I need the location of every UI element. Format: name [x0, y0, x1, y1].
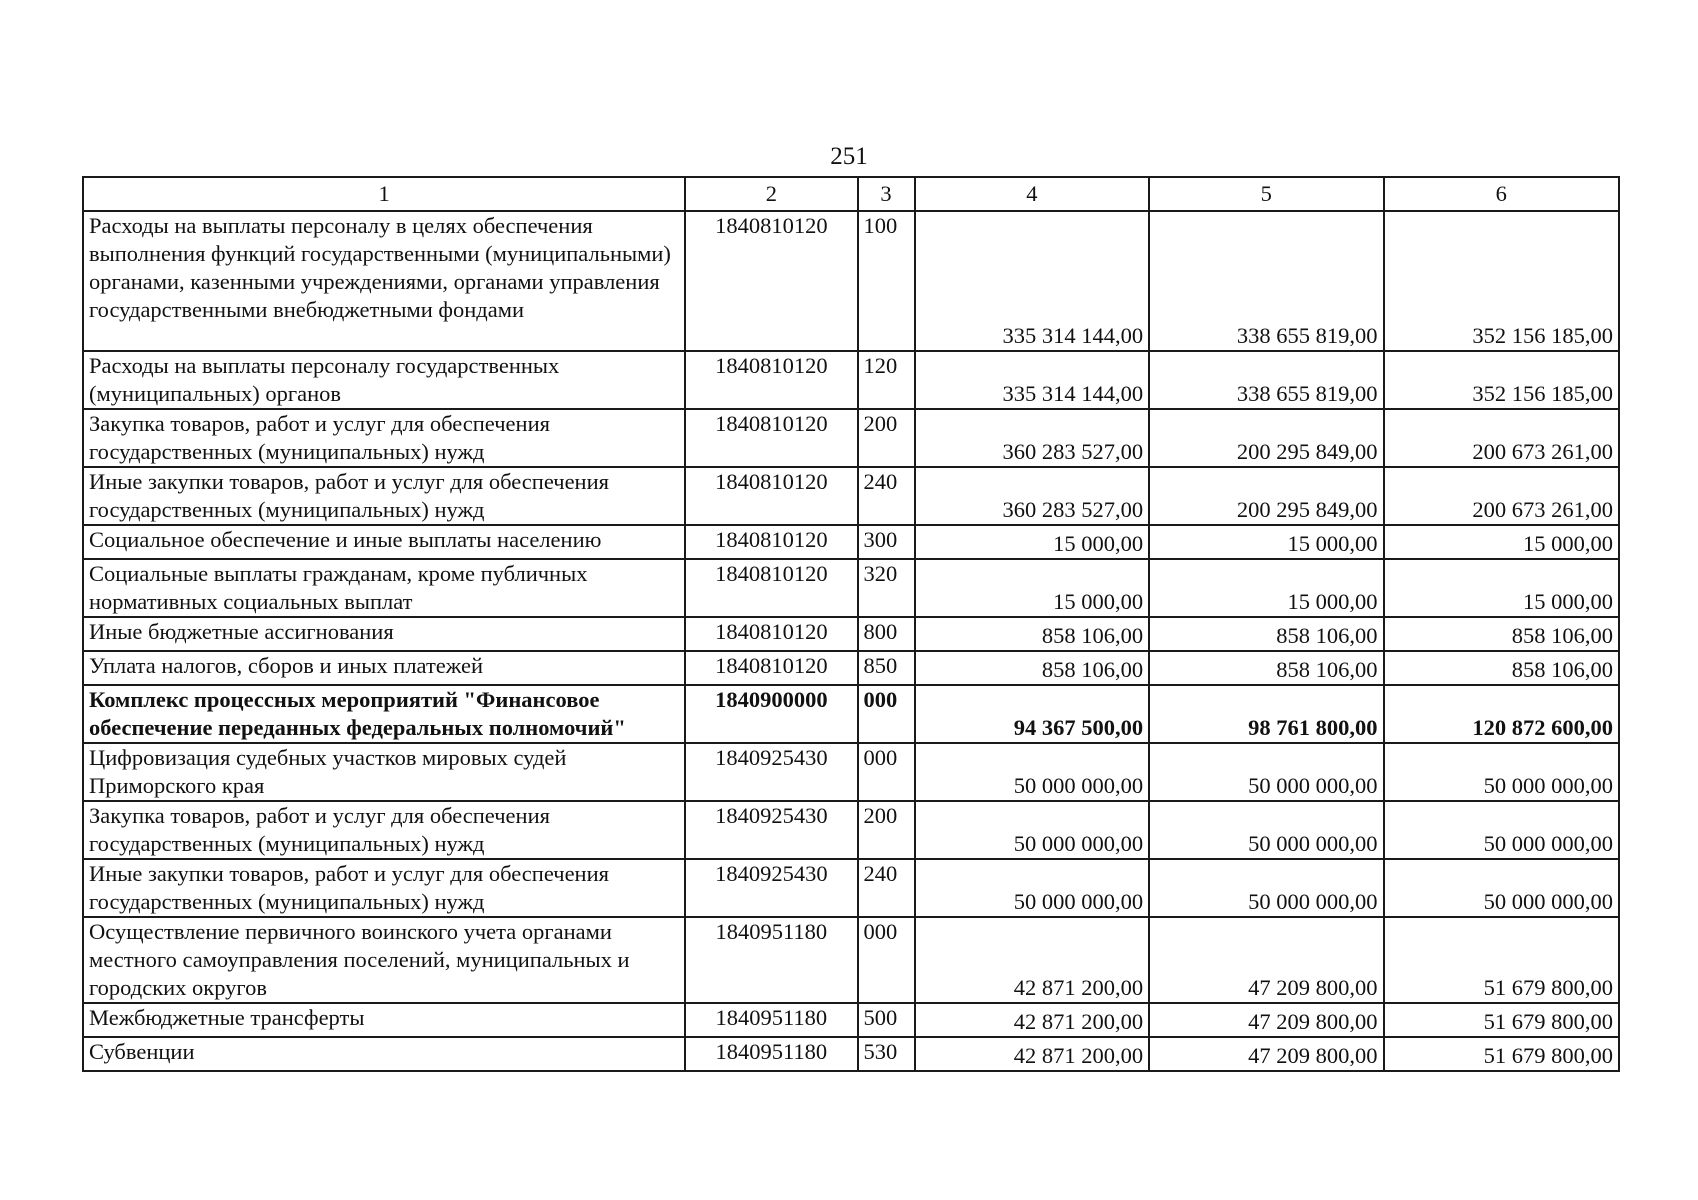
row-amount-year3: 200 673 261,00	[1384, 467, 1619, 525]
row-amount-year1: 15 000,00	[915, 559, 1149, 617]
header-cell-code: 2	[685, 177, 857, 211]
row-amount-year2: 50 000 000,00	[1149, 801, 1383, 859]
row-name: Иные закупки товаров, работ и услуг для обеспечения государственных (муниципальных) нужд	[83, 859, 685, 917]
table-row	[83, 1037, 1619, 1071]
row-amount-year2: 47 209 800,00	[1149, 1037, 1383, 1071]
row-type: 100	[858, 211, 915, 351]
row-amount-year2: 50 000 000,00	[1149, 859, 1383, 917]
header-row	[83, 177, 1619, 211]
table-row	[83, 525, 1619, 559]
row-code: 1840951180	[685, 917, 857, 1003]
row-name: Социальное обеспечение и иные выплаты населению	[83, 525, 685, 559]
row-amount-year3: 15 000,00	[1384, 525, 1619, 559]
budget-table	[82, 176, 1620, 1072]
row-type: 800	[858, 617, 915, 651]
header-cell-type: 3	[858, 177, 915, 211]
header-cell-name: 1	[83, 177, 685, 211]
row-amount-year3: 352 156 185,00	[1384, 351, 1619, 409]
row-amount-year2: 858 106,00	[1149, 651, 1383, 685]
row-code: 1840951180	[685, 1003, 857, 1037]
row-amount-year3: 352 156 185,00	[1384, 211, 1619, 351]
row-amount-year2: 98 761 800,00	[1149, 685, 1383, 743]
row-amount-year2: 47 209 800,00	[1149, 1003, 1383, 1037]
row-code: 1840951180	[685, 1037, 857, 1071]
row-name: Уплата налогов, сборов и иных платежей	[83, 651, 685, 685]
row-amount-year1: 94 367 500,00	[915, 685, 1149, 743]
row-name: Расходы на выплаты персоналу в целях обеспечения выполнения функций государственными (муниципальными) органами, казенными учреждениями, органами управления государственными внебюджетными фондами	[83, 211, 685, 351]
row-code: 1840810120	[685, 617, 857, 651]
row-code: 1840900000	[685, 685, 857, 743]
row-amount-year1: 42 871 200,00	[915, 917, 1149, 1003]
table-row	[83, 467, 1619, 525]
header-cell-year1: 4	[915, 177, 1149, 211]
row-name: Цифровизация судебных участков мировых судей Приморского края	[83, 743, 685, 801]
row-amount-year1: 360 283 527,00	[915, 467, 1149, 525]
row-amount-year2: 200 295 849,00	[1149, 409, 1383, 467]
row-code: 1840810120	[685, 559, 857, 617]
row-amount-year3: 858 106,00	[1384, 617, 1619, 651]
row-amount-year3: 50 000 000,00	[1384, 801, 1619, 859]
row-type: 850	[858, 651, 915, 685]
row-amount-year3: 858 106,00	[1384, 651, 1619, 685]
row-amount-year1: 50 000 000,00	[915, 801, 1149, 859]
row-type: 000	[858, 685, 915, 743]
row-type: 000	[858, 917, 915, 1003]
row-type: 500	[858, 1003, 915, 1037]
row-type: 000	[858, 743, 915, 801]
row-amount-year2: 200 295 849,00	[1149, 467, 1383, 525]
row-name: Субвенции	[83, 1037, 685, 1071]
row-code: 1840810120	[685, 651, 857, 685]
row-code: 1840810120	[685, 467, 857, 525]
row-code: 1840925430	[685, 743, 857, 801]
table-row	[83, 1003, 1619, 1037]
row-name: Иные бюджетные ассигнования	[83, 617, 685, 651]
row-code: 1840925430	[685, 859, 857, 917]
row-name: Социальные выплаты гражданам, кроме публичных нормативных социальных выплат	[83, 559, 685, 617]
row-amount-year3: 15 000,00	[1384, 559, 1619, 617]
row-amount-year2: 15 000,00	[1149, 559, 1383, 617]
page-number: 251	[830, 143, 868, 170]
row-type: 300	[858, 525, 915, 559]
header-cell-year2: 5	[1149, 177, 1383, 211]
row-amount-year2: 47 209 800,00	[1149, 917, 1383, 1003]
row-amount-year1: 335 314 144,00	[915, 351, 1149, 409]
row-amount-year3: 51 679 800,00	[1384, 917, 1619, 1003]
row-amount-year2: 338 655 819,00	[1149, 351, 1383, 409]
row-type: 120	[858, 351, 915, 409]
row-name: Закупка товаров, работ и услуг для обеспечения государственных (муниципальных) нужд	[83, 801, 685, 859]
row-amount-year3: 50 000 000,00	[1384, 743, 1619, 801]
row-amount-year3: 51 679 800,00	[1384, 1003, 1619, 1037]
table-row-section	[83, 685, 1619, 743]
row-amount-year1: 15 000,00	[915, 525, 1149, 559]
table-row	[83, 859, 1619, 917]
header-cell-year3: 6	[1384, 177, 1619, 211]
row-amount-year3: 51 679 800,00	[1384, 1037, 1619, 1071]
row-amount-year3: 120 872 600,00	[1384, 685, 1619, 743]
row-type: 200	[858, 409, 915, 467]
row-amount-year3: 200 673 261,00	[1384, 409, 1619, 467]
row-code: 1840810120	[685, 351, 857, 409]
row-name: Расходы на выплаты персоналу государственных (муниципальных) органов	[83, 351, 685, 409]
row-amount-year2: 50 000 000,00	[1149, 743, 1383, 801]
row-amount-year1: 50 000 000,00	[915, 743, 1149, 801]
table-row	[83, 559, 1619, 617]
row-name: Осуществление первичного воинского учета органами местного самоуправления поселений, муниципальных и городских округов	[83, 917, 685, 1003]
table-row	[83, 409, 1619, 467]
row-amount-year1: 360 283 527,00	[915, 409, 1149, 467]
table-row	[83, 917, 1619, 1003]
row-name: Межбюджетные трансферты	[83, 1003, 685, 1037]
row-code: 1840810120	[685, 211, 857, 351]
row-type: 240	[858, 859, 915, 917]
row-name: Комплекс процессных мероприятий "Финансовое обеспечение переданных федеральных полномочий"	[83, 685, 685, 743]
row-code: 1840810120	[685, 525, 857, 559]
row-amount-year1: 50 000 000,00	[915, 859, 1149, 917]
row-amount-year2: 15 000,00	[1149, 525, 1383, 559]
row-code: 1840810120	[685, 409, 857, 467]
row-type: 320	[858, 559, 915, 617]
row-type: 200	[858, 801, 915, 859]
row-amount-year2: 858 106,00	[1149, 617, 1383, 651]
table-row	[83, 743, 1619, 801]
table-row	[83, 351, 1619, 409]
row-type: 530	[858, 1037, 915, 1071]
table-row	[83, 651, 1619, 685]
row-amount-year3: 50 000 000,00	[1384, 859, 1619, 917]
row-type: 240	[858, 467, 915, 525]
row-amount-year1: 335 314 144,00	[915, 211, 1149, 351]
row-code: 1840925430	[685, 801, 857, 859]
row-name: Иные закупки товаров, работ и услуг для обеспечения государственных (муниципальных) нужд	[83, 467, 685, 525]
row-amount-year1: 858 106,00	[915, 651, 1149, 685]
row-name: Закупка товаров, работ и услуг для обеспечения государственных (муниципальных) нужд	[83, 409, 685, 467]
table-row	[83, 617, 1619, 651]
row-amount-year1: 42 871 200,00	[915, 1037, 1149, 1071]
row-amount-year1: 858 106,00	[915, 617, 1149, 651]
table-row	[83, 211, 1619, 351]
row-amount-year1: 42 871 200,00	[915, 1003, 1149, 1037]
table-row	[83, 801, 1619, 859]
row-amount-year2: 338 655 819,00	[1149, 211, 1383, 351]
